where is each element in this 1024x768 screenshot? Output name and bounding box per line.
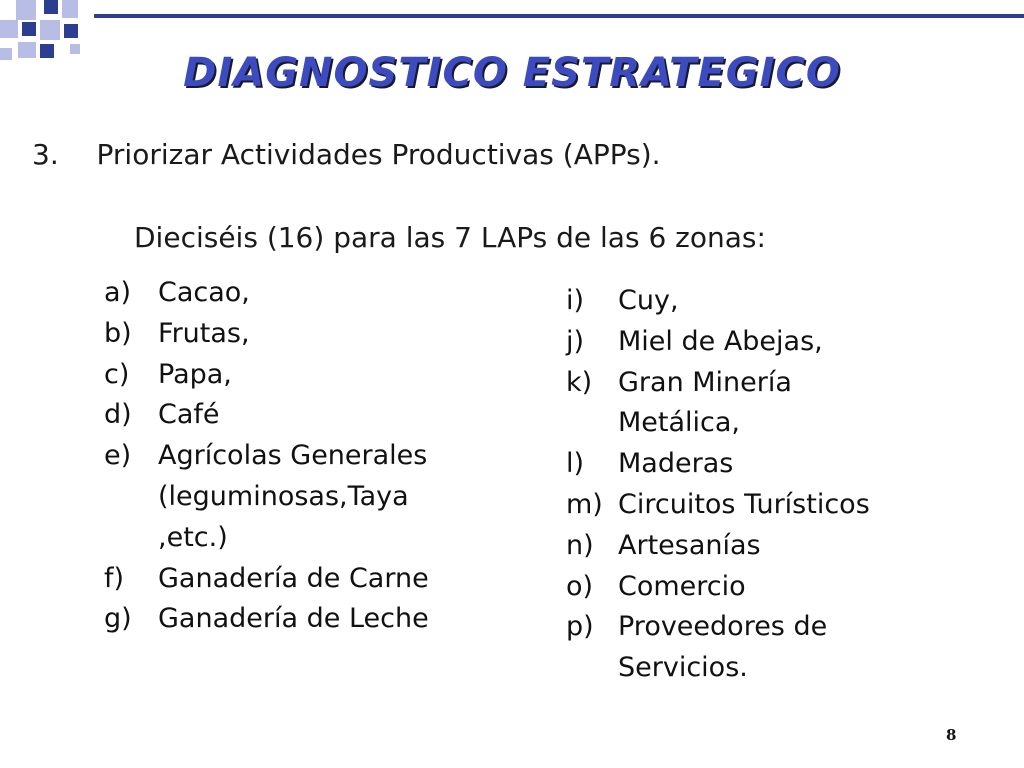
list-item — [566, 567, 906, 608]
list-item — [104, 355, 444, 396]
header-rule — [94, 14, 1024, 18]
slide-title: DIAGNOSTICO ESTRATEGICO — [183, 50, 841, 96]
list-marker: n) — [566, 529, 594, 561]
list-item-text: Maderas — [618, 448, 734, 480]
list-item-text: Circuitos Turísticos — [618, 488, 870, 520]
list-item — [566, 322, 906, 363]
list-item-text: Artesanías — [618, 529, 761, 561]
point-text: Priorizar Actividades Productivas (APPs). — [96, 138, 661, 171]
list-marker: a) — [104, 277, 132, 308]
list-item — [104, 436, 444, 558]
point-number: 3. — [32, 138, 59, 171]
list-marker: m) — [566, 488, 603, 520]
deco-square — [0, 20, 18, 38]
list-marker: e) — [104, 440, 132, 472]
list-item-text: Papa, — [158, 358, 232, 390]
list-marker: k) — [566, 366, 593, 398]
list-item-text: Cacao, — [158, 277, 250, 308]
list-marker: c) — [104, 358, 130, 390]
list-marker: f) — [104, 562, 125, 594]
list-marker: l) — [566, 448, 585, 480]
list-item-text: Proveedores de Servicios. — [618, 611, 828, 684]
list-item — [104, 559, 444, 600]
deco-square — [40, 20, 60, 40]
right-list — [566, 281, 906, 689]
list-item — [104, 395, 444, 436]
list-item-text: Café — [158, 399, 220, 431]
list-item-text: Miel de Abejas, — [618, 325, 823, 357]
list-item-text: Frutas, — [158, 317, 250, 349]
list-item — [104, 273, 444, 314]
list-marker: j) — [566, 325, 585, 357]
deco-square — [44, 0, 58, 14]
list-marker: d) — [104, 399, 132, 431]
list-item — [104, 599, 444, 640]
list-item — [566, 281, 906, 322]
left-list — [104, 273, 444, 640]
list-marker: b) — [104, 317, 132, 349]
list-item-text: Comercio — [618, 570, 746, 602]
point-line — [32, 138, 661, 171]
deco-square — [64, 24, 78, 38]
list-marker: o) — [566, 570, 594, 602]
list-item — [566, 526, 906, 567]
slide-subtitle: Dieciséis (16) para las 7 LAPs de las 6 zonas: — [134, 221, 766, 254]
list-item — [104, 314, 444, 355]
list-item-text: Cuy, — [618, 285, 679, 316]
page-number: 8 — [946, 726, 957, 744]
deco-square — [16, 0, 36, 20]
list-item-text: Ganadería de Carne — [158, 562, 429, 594]
list-item-text: Agrícolas Generales (leguminosas,Taya ,etc.) — [158, 440, 428, 553]
deco-square — [62, 0, 78, 18]
list-item — [566, 444, 906, 485]
list-item-text: Gran Minería Metálica, — [618, 366, 792, 439]
deco-square — [22, 22, 36, 36]
list-marker: p) — [566, 611, 594, 643]
list-marker: i) — [566, 285, 585, 316]
list-item — [566, 363, 906, 445]
list-item — [566, 485, 906, 526]
list-marker: g) — [104, 603, 132, 635]
list-item — [566, 607, 906, 689]
list-item-text: Ganadería de Leche — [158, 603, 429, 635]
